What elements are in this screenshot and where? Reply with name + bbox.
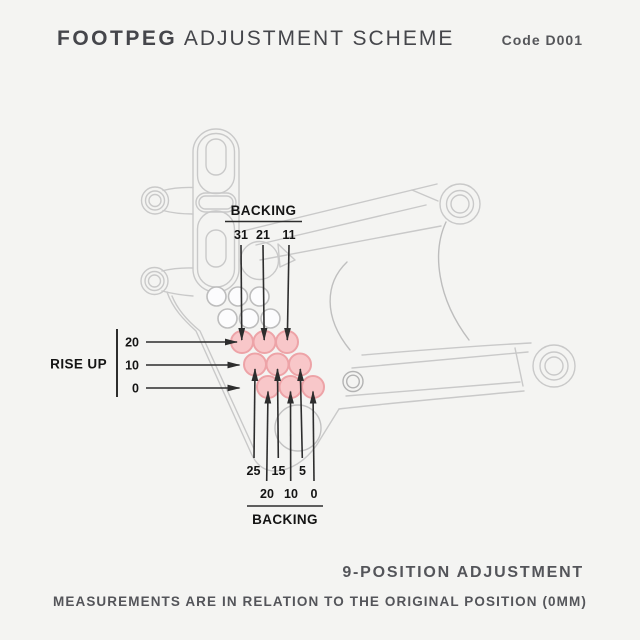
ear-bottom-link-upper [162, 268, 193, 271]
bracket-arm-inner-bottom [198, 211, 235, 287]
fixed-hole [250, 287, 269, 306]
rise-value: 10 [125, 358, 139, 373]
upper-arm-chamfer [412, 190, 438, 201]
fixed-holes [207, 287, 280, 328]
rise-value: 0 [132, 381, 139, 396]
mount-ear-top-hole [149, 195, 161, 207]
backing-bottom-label: BACKING [252, 512, 318, 527]
ear-top-link-lower [163, 211, 193, 215]
backing-bottom-lower-value: 10 [284, 487, 298, 501]
lower-eyelet-hole [545, 357, 563, 375]
pivot-circle [241, 242, 279, 280]
backing-bottom-upper-value: 25 [246, 464, 261, 478]
fixed-hole [207, 287, 226, 306]
small-boss-hole [347, 375, 360, 388]
bracket-line-art [141, 129, 575, 471]
backing-top-value: 21 [256, 228, 270, 242]
scheme-code: Code D001 [501, 32, 583, 48]
lower-eyelet-ring [540, 352, 568, 380]
inner-corner-fillet [330, 262, 350, 350]
arrow-backing-0 [313, 392, 314, 482]
footer-adjustment-note: 9-POSITION ADJUSTMENT [342, 564, 584, 581]
backing-bottom-upper-value: 5 [299, 464, 306, 478]
backing-top-value: 31 [234, 228, 248, 242]
title-primary: FOOTPEG [57, 27, 178, 50]
lower-arm-top-edge [362, 343, 531, 355]
bracket-mid-pill-inner [199, 196, 233, 209]
lower-arm-tick [515, 348, 523, 386]
backing-bottom-lower-value: 20 [260, 487, 274, 501]
lower-arm-detail-1 [352, 352, 528, 368]
upper-eyelet-hole [451, 195, 469, 213]
fixed-hole [218, 309, 237, 328]
rise-value: 20 [125, 335, 139, 350]
web-curve [439, 222, 469, 340]
bracket-slot-bottom [206, 230, 226, 267]
mount-ear-bottom-hole [149, 275, 161, 287]
arrow-backing-15 [278, 369, 279, 458]
arrow-backing-31 [241, 245, 242, 340]
backing-bottom-lower-value: 0 [310, 487, 318, 501]
backing-bottom-upper-value: 15 [271, 464, 286, 478]
arrow-backing-25 [254, 369, 255, 458]
ear-top-link-upper [163, 187, 193, 190]
bracket-arm-inner-top [198, 134, 235, 194]
lower-eyelet-outer [533, 345, 575, 387]
backing-top-value: 11 [282, 228, 296, 242]
footer-measurement-note: MEASUREMENTS ARE IN RELATION TO THE ORIGINAL POSITION (0MM) [53, 594, 587, 609]
arrow-backing-20 [267, 392, 268, 482]
arrow-backing-11 [287, 245, 289, 340]
rise-up-label: RISE UP [50, 356, 107, 372]
bracket-slot-top [206, 139, 226, 175]
backing-top-label: BACKING [230, 203, 297, 218]
title-secondary: ADJUSTMENT SCHEME [183, 27, 455, 50]
fixed-hole [229, 287, 248, 306]
